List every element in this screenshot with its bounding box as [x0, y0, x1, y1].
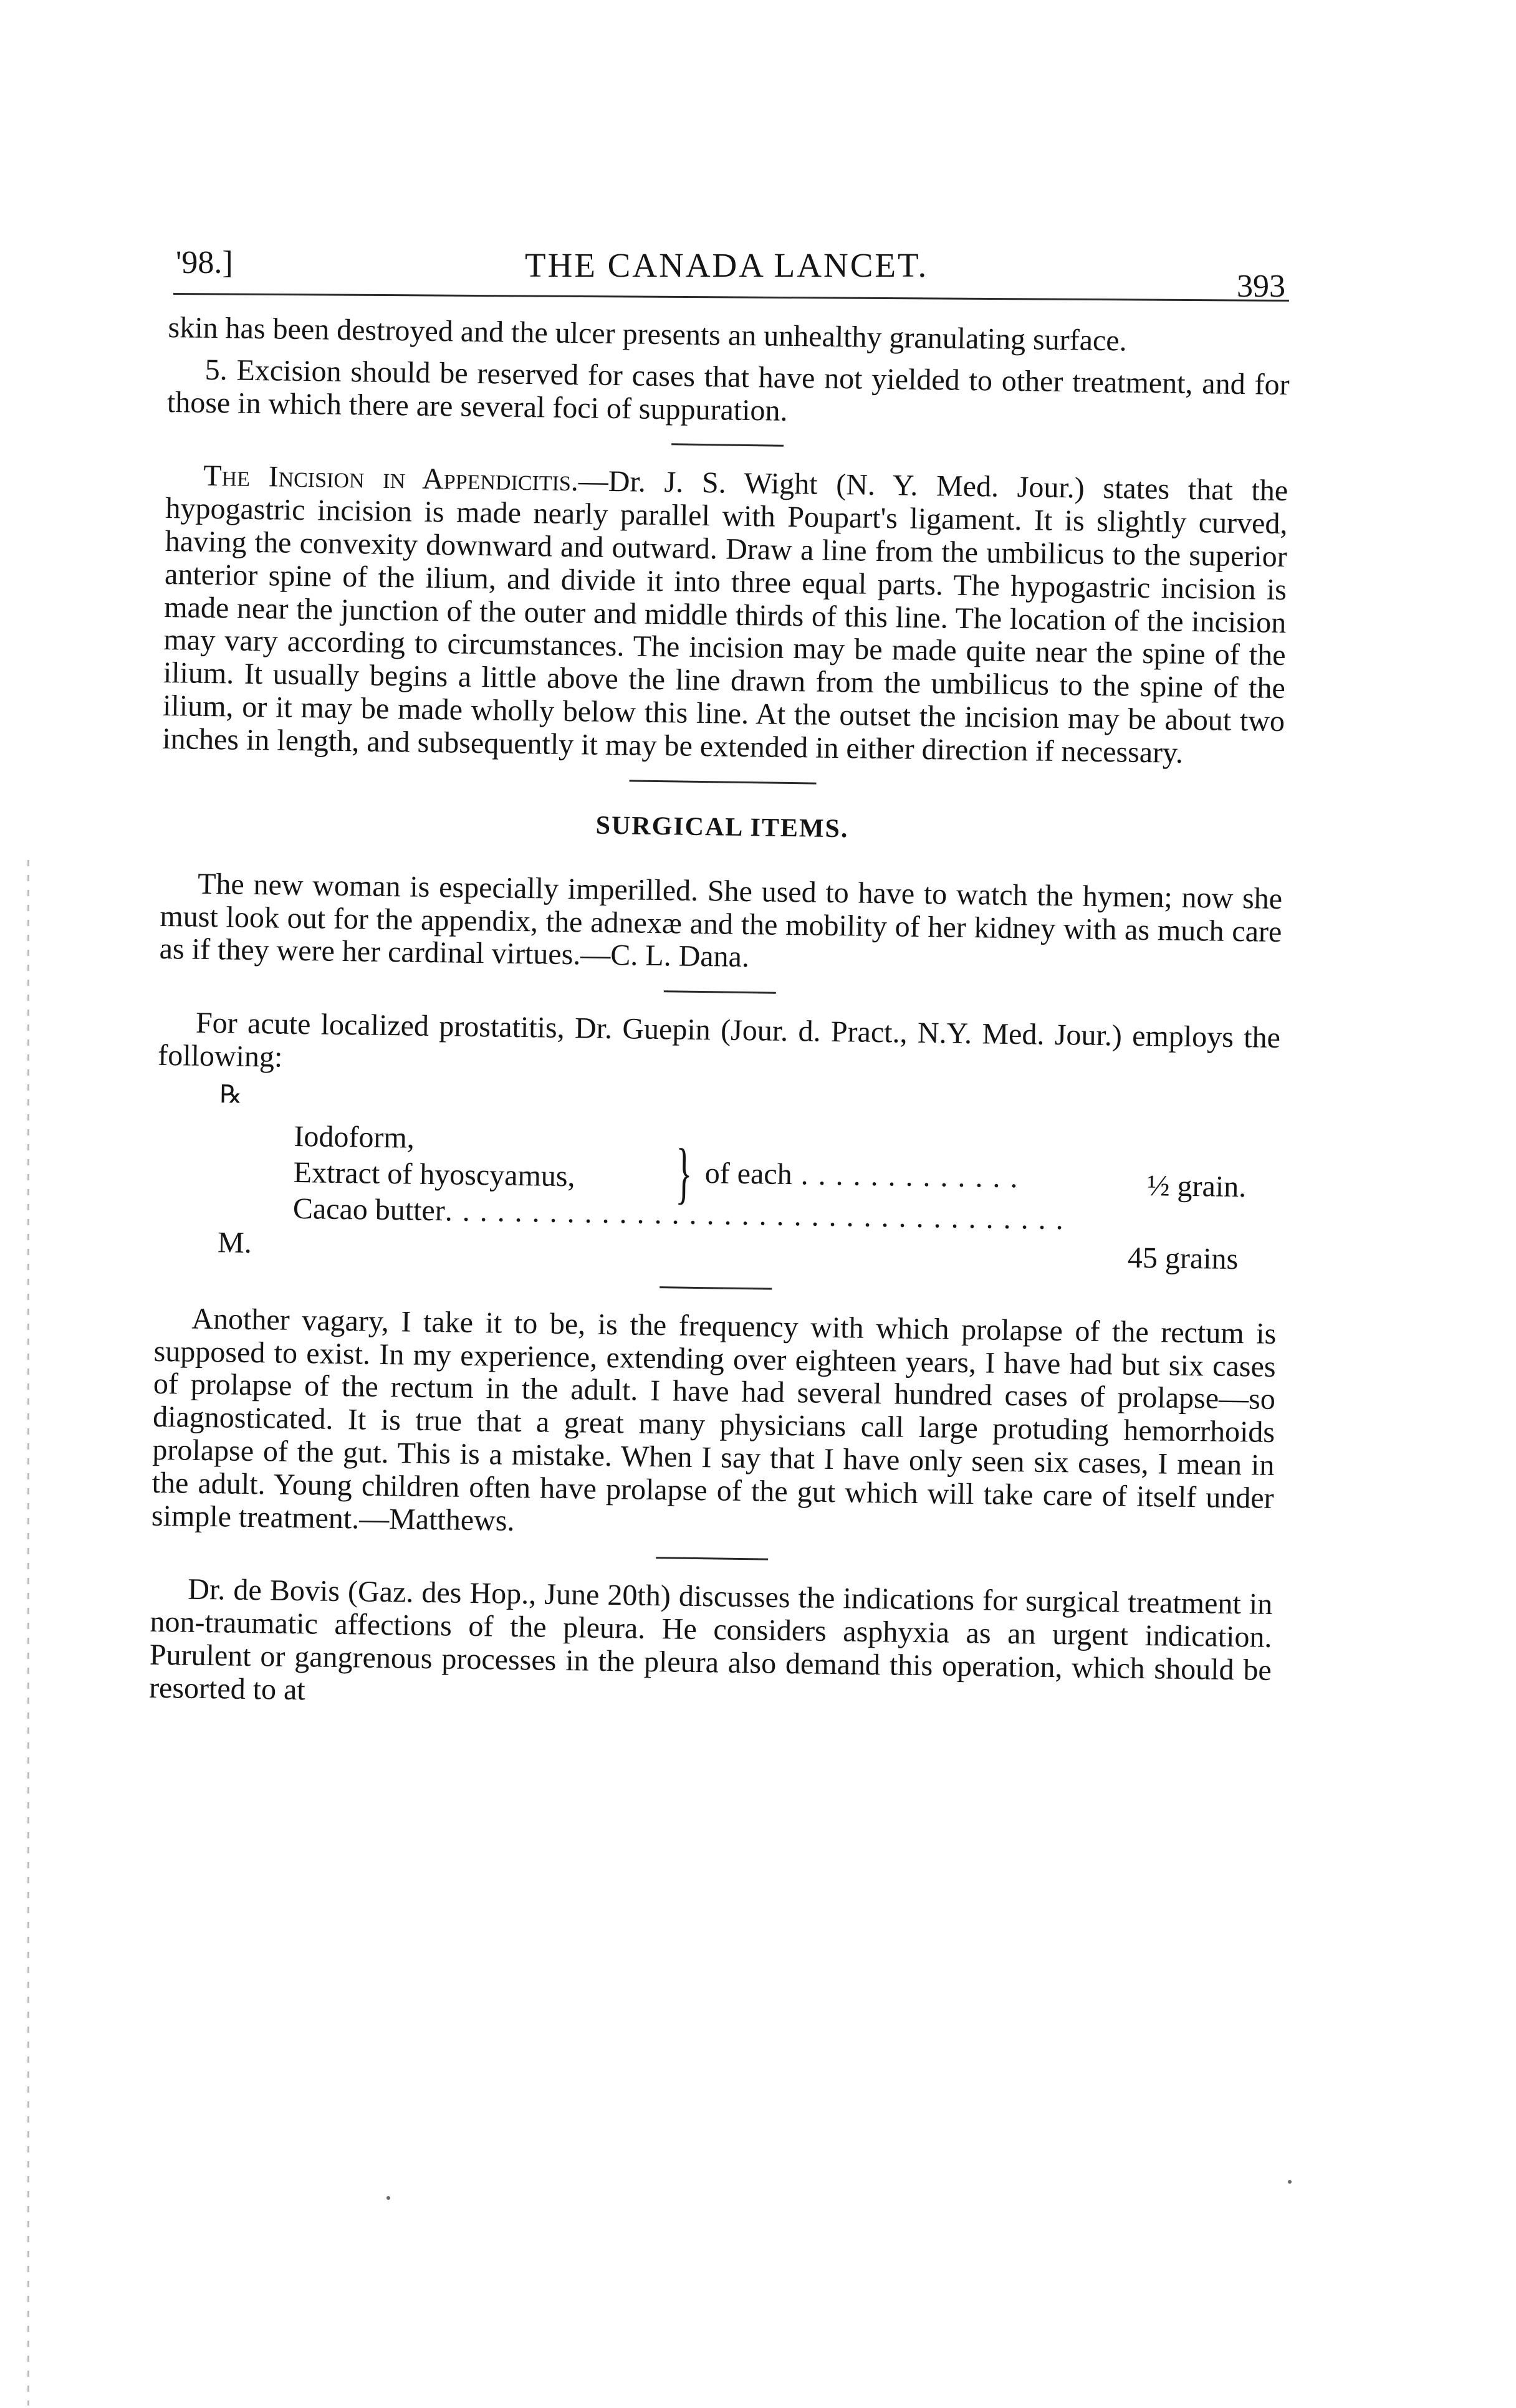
page-body: [149, 312, 1290, 1729]
ingredient-3: Cacao butter. . . . . . . . . . . . . . . . . . . . . . . . . . . . . . . . . . . .: [292, 1192, 1065, 1236]
dose-2: 45 grains: [1127, 1241, 1239, 1276]
ink-speck: [386, 2196, 390, 2200]
journal-title: THE CANADA LANCET.: [525, 246, 929, 284]
ingredient-1: Iodoform,: [294, 1119, 415, 1155]
recipe-symbol: ℞: [219, 1080, 242, 1109]
misce-label: M.: [217, 1225, 252, 1259]
prescription: [217, 1119, 1279, 1278]
divider: [664, 990, 776, 994]
running-header: [176, 244, 1298, 304]
volume-year: '98.]: [176, 245, 233, 280]
paragraph-prostatitis: For acute localized prostatitis, Dr. Guepin (Jour. d. Pract., N.Y. Med. Jour.) employs the following:: [157, 1006, 1281, 1074]
paragraph-pleura: Dr. de Bovis (Gaz. des Hop., June 20th) discusses the indications for surgical treatment in non-traumatic affections of the pleura. He considers asphyxia as an urgent indication. Purulent or gangrenous processes in the pleura also demand this operation, which should be resorted to at: [148, 1572, 1273, 1706]
divider: [630, 780, 817, 784]
divider: [656, 1557, 768, 1560]
paragraph-new-woman: The new woman is especially imperilled. She used to have to watch the hymen; now she must look out for the appendix, the adnexæ and the mobility of her kidney with as much care as if they were her cardinal virtues.—C. L. Dana.: [159, 867, 1283, 974]
ingredient-2: Extract of hyoscyamus,: [293, 1155, 575, 1193]
brace-icon: }: [675, 1134, 693, 1211]
article-text: —Dr. J. S. Wight (N. Y. Med. Jour.) states that the hypogastric incision is made nearly parallel with Poupart's ligament. It is slightly curved, having the convexity downward and outward. Draw a line from the umbilicus to the superior anterior spine of the ilium, and divide it into three equal parts. The hypogastric incision is made near the junction of the outer and middle thirds of this line. The location of the incision may vary according to circumstances. The incision may be made quite near the spine of the ilium. It usually begins a little above the line drawn from the umbilicus to the spine of the ilium, or it may be made wholly below this line. At the outset the incision may be about two inches in length, and subsequently it may be extended in either direction if necessary.: [162, 464, 1288, 770]
divider: [660, 1286, 772, 1290]
divider: [671, 444, 784, 447]
paragraph-prolapse: Another vagary, I take it to be, is the frequency with which prolapse of the rectum is supposed to exist. In my experience, extending over eighteen years, I have had but six cases of prolapse of the rectum in the adult. I have had several hundred cases of prolapse—so diagnosticated. It is true that a great many physicians call large protuding hemorrhoids prolapse of the gut. This is a mistake. When I say that I have only seen six cases, I mean in the adult. Young children often have prolapse of the gut which will take care of itself under simple treatment.—Matthews.: [151, 1302, 1277, 1537]
paragraph-skin: skin has been destroyed and the ulcer presents an unhealthy granulating surface.: [168, 311, 1128, 358]
page-number: 393: [1237, 269, 1285, 304]
paragraph-appendicitis: [162, 459, 1288, 771]
header-rule: [173, 293, 1289, 302]
section-title: SURGICAL ITEMS.: [595, 811, 849, 843]
of-each-label: of each . . . . . . . . . . . . .: [704, 1156, 1020, 1194]
article-heading: The Incision in Appendicitis.: [203, 459, 579, 498]
scan-edge-mark: [27, 860, 29, 2406]
dose-1: ½ grain.: [1147, 1168, 1247, 1204]
paragraph-excision: 5. Excision should be reserved for cases that have not yielded to other treatment, and for those in which there are several foci of suppuration.: [166, 353, 1290, 428]
ink-speck: [1288, 2180, 1292, 2184]
